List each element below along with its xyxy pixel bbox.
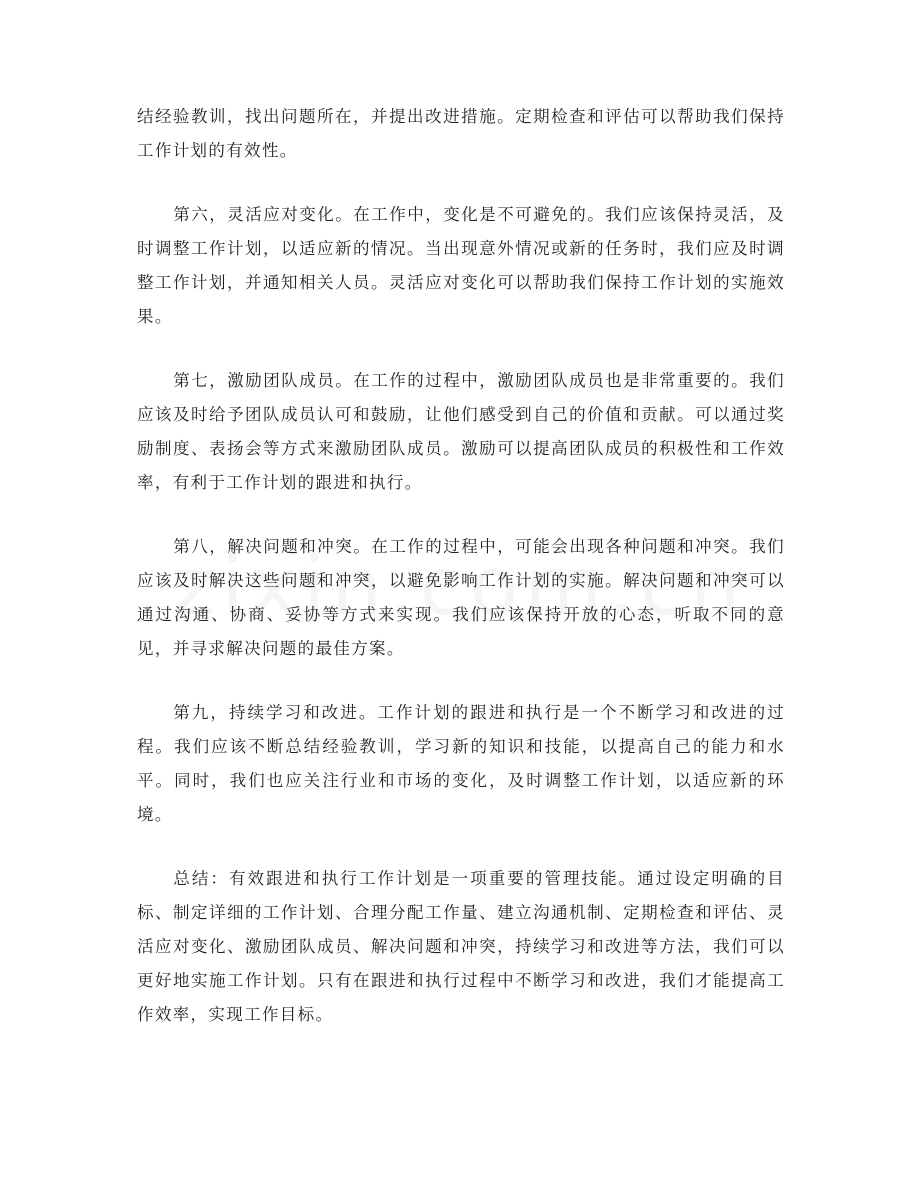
paragraph-8-resolve-conflicts: 第八，解决问题和冲突。在工作的过程中，可能会出现各种问题和冲突。我们应该及时解决这些问题和冲突，以避免影响工作计划的实施。解决问题和冲突可以通过沟通、协商、妥协等方式来实现。我们应该保持开放的心态，听取不同的意见，并寻求解决问题的最佳方案。: [137, 537, 785, 658]
paragraph-7-motivate-team: 第七，激励团队成员。在工作的过程中，激励团队成员也是非常重要的。我们应该及时给予团队成员认可和鼓励，让他们感受到自己的价值和贡献。可以通过奖励制度、表扬会等方式来激励团队成员。激励可以提高团队成员的积极性和工作效率，有利于工作计划的跟进和执行。: [137, 371, 785, 492]
paragraph-continuation: 结经验教训，找出问题所在，并提出改进措施。定期检查和评估可以帮助我们保持工作计划的有效性。: [137, 107, 785, 160]
paragraph-6-flexibility: 第六，灵活应对变化。在工作中，变化是不可避免的。我们应该保持灵活，及时调整工作计划，以适应新的情况。当出现意外情况或新的任务时，我们应及时调整工作计划，并通知相关人员。灵活应对变化可以帮助我们保持工作计划的实施效果。: [137, 205, 785, 326]
paragraph-9-continuous-learning: 第九，持续学习和改进。工作计划的跟进和执行是一个不断学习和改进的过程。我们应该不断总结经验教训，学习新的知识和技能，以提高自己的能力和水平。同时，我们也应关注行业和市场的变化，及时调整工作计划，以适应新的环境。: [137, 703, 785, 824]
paragraph-summary: 总结：有效跟进和执行工作计划是一项重要的管理技能。通过设定明确的目标、制定详细的工作计划、合理分配工作量、建立沟通机制、定期检查和评估、灵活应对变化、激励团队成员、解决问题和冲突，持续学习和改进等方法，我们可以更好地实施工作计划。只有在跟进和执行过程中不断学习和改进，我们才能提高工作效率，实现工作目标。: [137, 869, 785, 1024]
document-page: [137, 100, 785, 1062]
